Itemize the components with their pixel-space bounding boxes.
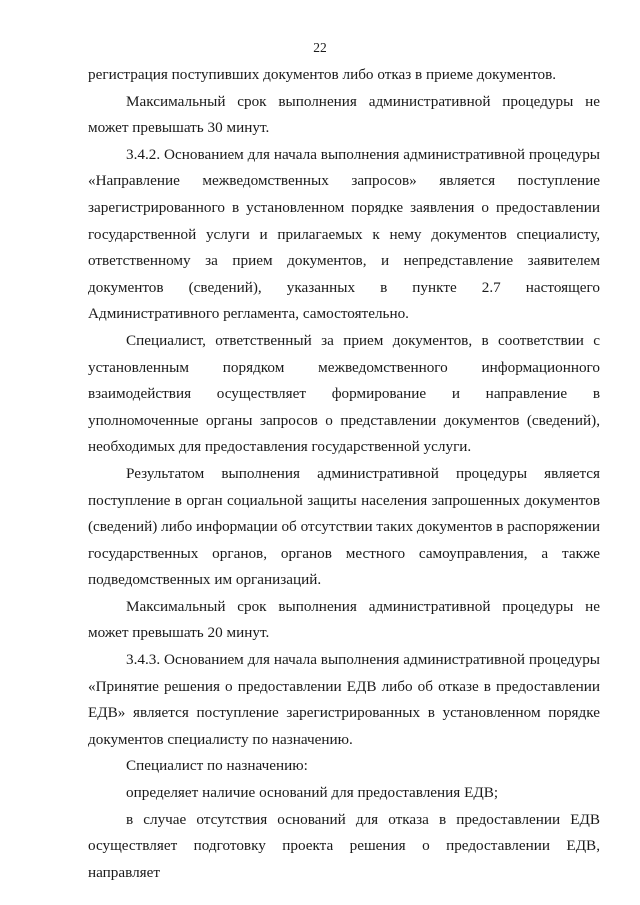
document-body bbox=[88, 62, 600, 886]
paragraph-max-time-30: Максимальный срок выполнения административной процедуры не может превышать 30 минут. bbox=[88, 92, 600, 137]
paragraph-result: Результатом выполнения административной процедуры является поступление в орган социальной защиты населения запрошенных документов (сведений) либо информации об отсутствии таких документов в распоряжении государственных органов, органов местного самоуправления, а также подведомственных им организаций. bbox=[88, 464, 600, 589]
paragraph-determines-grounds: определяет наличие оснований для предоставления ЕДВ; bbox=[126, 784, 499, 802]
paragraph-specialist-requests: Специалист, ответственный за прием документов, в соответствии с установленным порядком межведомственного информационного взаимодействия осуществляет формирование и направление в уполномоченные органы запросов о представлении документов (сведений), необходимых для предоставления государственной услуги. bbox=[88, 331, 600, 456]
paragraph-specialist-assignment: Специалист по назначению: bbox=[126, 757, 308, 775]
paragraph-3-4-2: 3.4.2. Основанием для начала выполнения административной процедуры «Направление межведомственных запросов» является поступление зарегистрированного в установленном порядке заявления о предоставлении государственной услуги и прилагаемых к нему документов специалисту, ответственному за прием документов, и непредставление заявителем документов (сведений), указанных в пункте 2.7 настоящего Административного регламента, самостоятельно. bbox=[88, 145, 600, 323]
paragraph-max-time-20: Максимальный срок выполнения административной процедуры не может превышать 20 минут. bbox=[88, 597, 600, 642]
paragraph-continuation: регистрация поступивших документов либо отказ в приеме документов. bbox=[88, 66, 557, 83]
paragraph-no-grounds-refusal: в случае отсутствия оснований для отказа в предоставлении ЕДВ осуществляет подготовку проекта решения о предоставлении ЕДВ, направляет bbox=[88, 810, 600, 881]
page-number: 22 bbox=[313, 40, 327, 55]
paragraph-3-4-3: 3.4.3. Основанием для начала выполнения административной процедуры «Принятие решения о предоставлении ЕДВ либо об отказе в предоставлении ЕДВ» является поступление зарегистрированных в установленном порядке документов специалисту по назначению. bbox=[88, 651, 600, 748]
